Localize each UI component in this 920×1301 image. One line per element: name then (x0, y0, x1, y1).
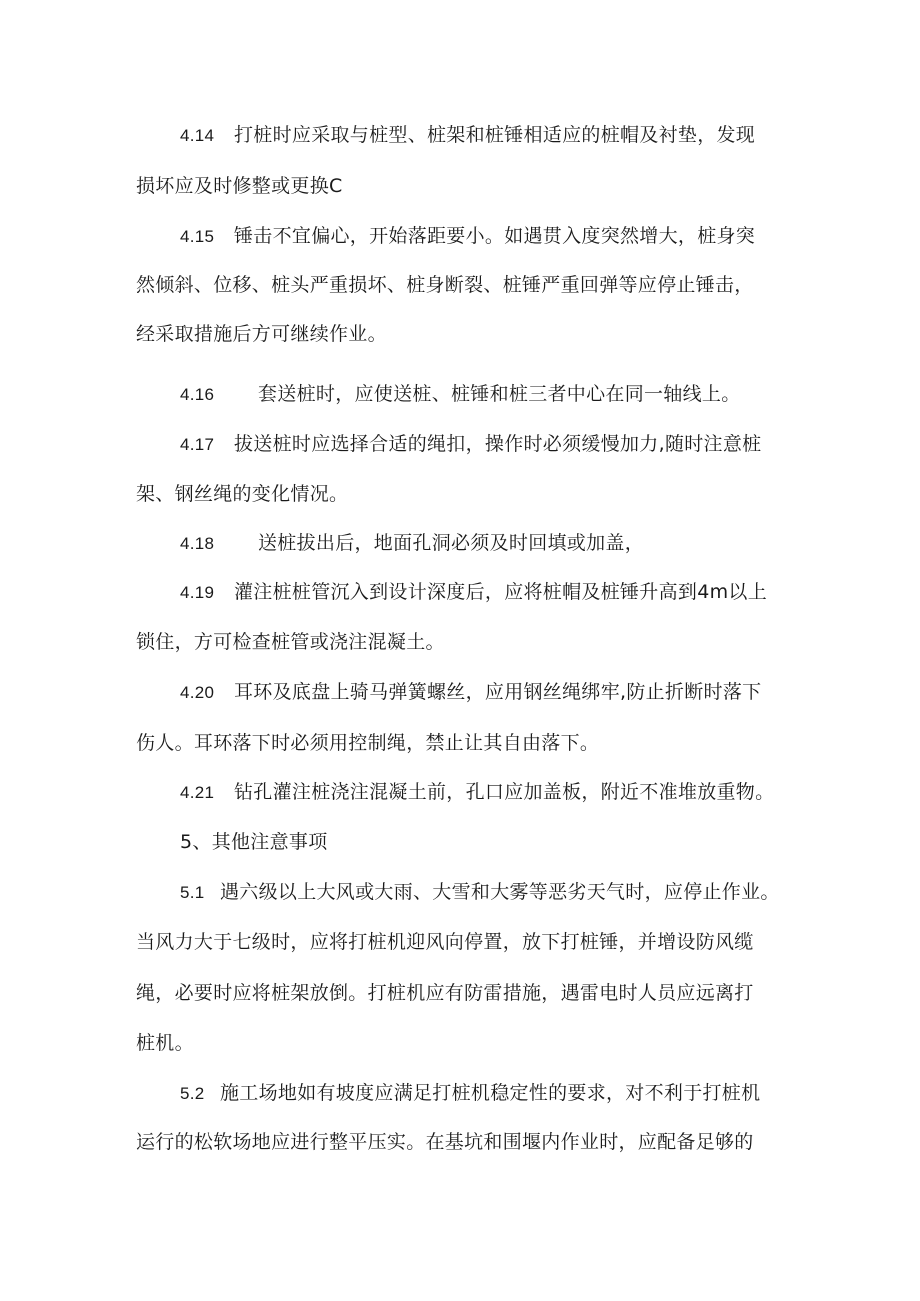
clause-text: 耳环及底盘上骑马弹簧螺丝，应用钢丝绳绑牢,防止折断时落下 (234, 681, 762, 703)
paragraph-line (136, 629, 445, 655)
paragraph-line (180, 530, 644, 557)
clause-number: 4.21 (180, 783, 215, 802)
clause-text: 灌注桩桩管沉入到设计深度后，应将桩帽及桩锤升高到4m以上 (234, 581, 767, 603)
paragraph-line (180, 579, 767, 606)
clause-text: 经采取措施后方可继续作业。 (136, 323, 387, 345)
clause-text: 锤击不宜偏心，开始落距要小。如遇贯入度突然增大，桩身突 (234, 225, 756, 247)
clause-number: 4.19 (180, 583, 215, 602)
paragraph-line (180, 1080, 760, 1107)
paragraph-line (136, 1129, 754, 1155)
clause-text: 送桩拔出后，地面孔洞必须及时回填或加盖， (258, 532, 645, 554)
clause-number: 5.2 (180, 1084, 205, 1103)
clause-text: 然倾斜、位移、桩头严重损坏、桩身断裂、桩锤严重回弹等应停止锤击， (136, 274, 754, 296)
paragraph-line (136, 173, 343, 199)
clause-text: 损坏应及时修整或更换C (136, 175, 343, 197)
clause-text: 绳，必要时应将桩架放倒。打桩机应有防雷措施，遇雷电时人员应远离打 (136, 982, 754, 1004)
clause-number: 4.15 (180, 227, 215, 246)
clause-text: 锁住，方可检查桩管或浇注混凝土。 (136, 631, 445, 653)
paragraph-line (136, 980, 754, 1006)
paragraph-line (136, 272, 754, 298)
clause-number: 4.17 (180, 435, 215, 454)
paragraph-line (180, 122, 755, 149)
paragraph-line (180, 679, 761, 706)
clause-text: 施工场地如有坡度应满足打桩机稳定性的要求，对不利于打桩机 (220, 1082, 761, 1104)
paragraph-line (136, 481, 348, 507)
clause-text: 打桩时应采取与桩型、桩架和桩锤相适应的桩帽及衬垫，发现 (234, 124, 756, 146)
paragraph-line (180, 223, 755, 250)
paragraph-line (136, 730, 599, 756)
paragraph-line (180, 879, 780, 906)
clause-text: 架、钢丝绳的变化情况。 (136, 483, 349, 505)
clause-text: 拔送桩时应选择合适的绳扣，操作时必须缓慢加力,随时注意桩 (234, 433, 762, 455)
clause-text: 套送桩时，应使送桩、桩锤和桩三者中心在同一轴线上。 (258, 383, 741, 405)
paragraph-line (180, 381, 741, 408)
section-heading (180, 829, 328, 855)
section-heading-text: 5、其他注意事项 (180, 831, 328, 853)
paragraph-line (180, 779, 774, 806)
clause-number: 4.18 (180, 534, 215, 553)
paragraph-line (180, 431, 761, 458)
clause-text: 运行的松软场地应进行整平压实。在基坑和围堰内作业时，应配备足够的 (136, 1131, 754, 1153)
clause-text: 伤人。耳环落下时必须用控制绳，禁止让其自由落下。 (136, 732, 600, 754)
paragraph-line (136, 929, 754, 955)
paragraph-line (136, 321, 387, 347)
clause-text: 遇六级以上大风或大雨、大雪和大雾等恶劣天气时，应停止作业。 (220, 881, 780, 903)
clause-number: 4.20 (180, 683, 215, 702)
clause-number: 5.1 (180, 883, 205, 902)
clause-text: 当风力大于七级时，应将打桩机迎风向停置，放下打桩锤，并增设防风缆 (136, 931, 754, 953)
clause-text: 桩机。 (136, 1032, 194, 1054)
clause-number: 4.16 (180, 385, 215, 404)
paragraph-line (136, 1030, 194, 1056)
clause-text: 钻孔灌注桩浇注混凝土前，孔口应加盖板，附近不准堆放重物。 (234, 781, 775, 803)
clause-number: 4.14 (180, 126, 215, 145)
